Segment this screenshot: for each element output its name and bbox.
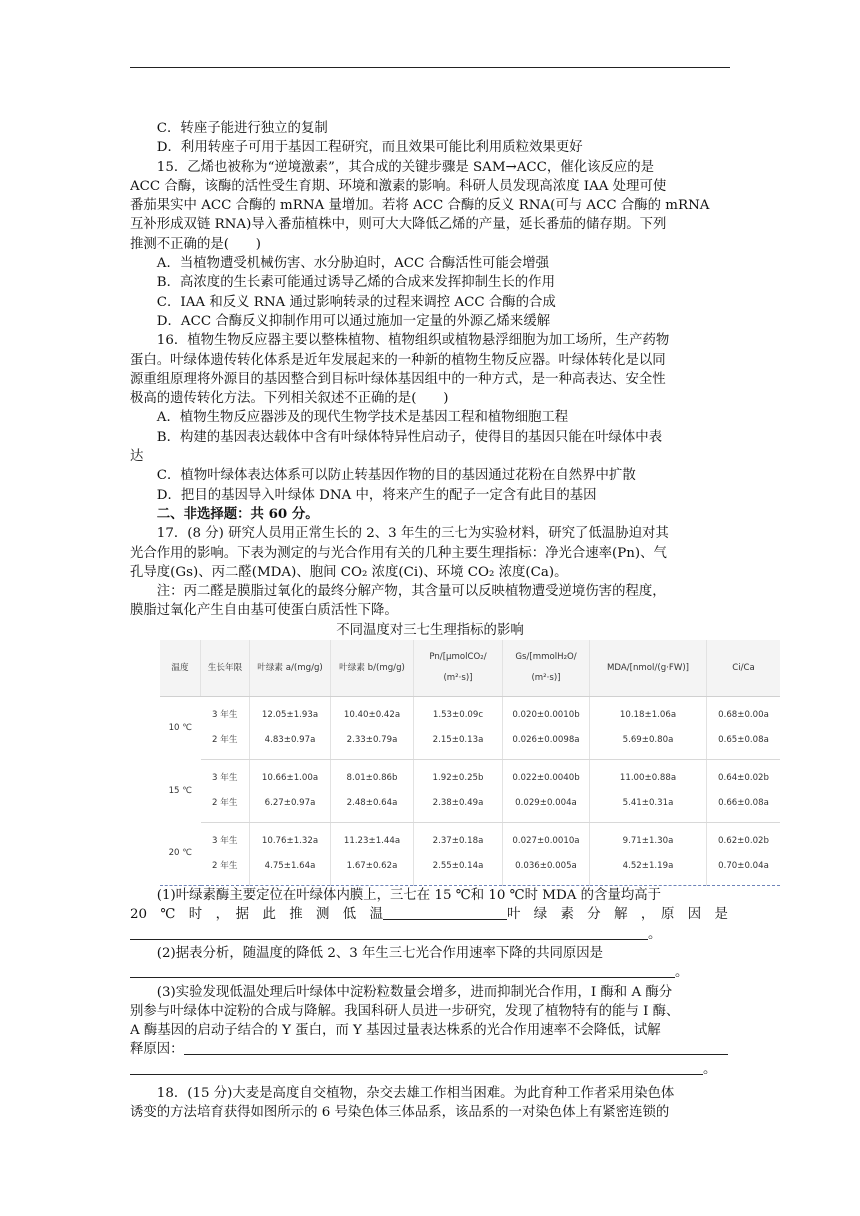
- q17-sub1-line3: [130, 925, 730, 944]
- cell-age: 3 年生: [201, 823, 250, 855]
- cell-pn: 2.38±0.49a: [414, 791, 503, 823]
- cell-pn: 2.55±0.14a: [414, 854, 503, 886]
- q14-option-d: D．利用转座子可用于基因工程研究，而且效果可能比利用质粒效果更好: [156, 140, 583, 156]
- cell-chla: 6.27±0.97a: [250, 791, 331, 823]
- q17-sub1-line: (1)叶绿素酶主要定位在叶绿体内膜上，三七在 15 ℃和 10 ℃时 MDA 的含量均高于: [156, 888, 662, 904]
- q17-stem-line: 孔导度(Gs)、丙二醛(MDA)、胞间 CO₂ 浓度(Ci)、环境 CO₂ 浓度(Ca)。: [130, 564, 568, 580]
- answer-blank[interactable]: [130, 925, 648, 940]
- cell-age: 2 年生: [201, 854, 250, 886]
- cell-age: 3 年生: [201, 697, 250, 729]
- header-mda: MDA/[nmol/(g·FW)]: [590, 640, 707, 697]
- answer-blank[interactable]: [130, 1060, 703, 1075]
- cell-chla: 4.83±0.97a: [250, 728, 331, 760]
- header-chlb: 叶绿素 b/(mg/g): [331, 640, 414, 697]
- cell-cica: 0.70±0.04a: [718, 861, 769, 872]
- q15-option-a: A．当植物遭受机械伤害、水分胁迫时，ACC 合酶活性可能会增强: [156, 256, 550, 272]
- cell-mda: 10.18±1.06a: [590, 697, 707, 729]
- cell-gs: 0.029±0.004a: [503, 791, 590, 823]
- q16-stem-line: 16．植物生物反应器主要以整株植物、植物组织或植物悬浮细胞为加工场所，生产药物: [156, 333, 670, 349]
- cell-chlb: 1.67±0.62a: [331, 854, 414, 886]
- q16-stem-line: 蛋白。叶绿体遗传转化体系是近年发展起来的一种新的植物生物反应器。叶绿体转化是以同: [130, 352, 666, 368]
- q17-note-line: 注：丙二醛是膜脂过氧化的最终分解产物，其含量可以反映植物遭受逆境伤害的程度，: [156, 584, 666, 600]
- header-gs-line2: (m²·s)]: [531, 673, 561, 684]
- cell-mda: 5.69±0.80a: [590, 728, 707, 760]
- cell-chla: 10.66±1.00a: [250, 760, 331, 792]
- page-content: [130, 119, 769, 1123]
- q15-stem-line: 番茄果实中 ACC 合酶的 mRNA 量增加。若将 ACC 合酶的反义 RNA(可与 ACC 合酶的 mRNA: [130, 198, 710, 214]
- cell-pn: 2.37±0.18a: [414, 823, 503, 855]
- cell-cica: 0.68±0.00a: [718, 710, 769, 721]
- answer-blank[interactable]: [383, 905, 507, 920]
- table-row: [160, 728, 780, 760]
- q18-stem-line: 18．(15 分)大麦是高度自交植物，杂交去雄工作相当困难。为此育种工作者采用染色体: [156, 1085, 675, 1101]
- cell-mda: 5.41±0.31a: [590, 791, 707, 823]
- q17-sub3-line: 别参与叶绿体中淀粉的合成与降解。我国科研人员进一步研究，发现了植物特有的能与 I 酶、: [130, 1003, 680, 1019]
- header-pn-line1: Pn/[μmolCO₂/: [429, 652, 487, 663]
- cell-chlb: 8.01±0.86b: [331, 760, 414, 792]
- q15-option-b: B．高浓度的生长素可能通过诱导乙烯的合成来发挥抑制生长的作用: [156, 275, 555, 291]
- cell-mda: 4.52±1.19a: [590, 854, 707, 886]
- q17-sub1-text-b: 叶 绿 素 分 解 ， 原 因 是: [506, 907, 728, 923]
- q16-stem-line: 极高的遗传转化方法。下列相关叙述不正确的是( ): [130, 391, 449, 407]
- table-row: [160, 791, 780, 823]
- cell-mda: 9.71±1.30a: [590, 823, 707, 855]
- answer-blank[interactable]: [130, 963, 675, 978]
- table-row: [160, 854, 780, 886]
- q16-option-b-cont: 达: [130, 449, 144, 465]
- q15-stem-line: 15．乙烯也被称为“逆境激素”，其合成的关键步骤是 SAM→ACC，催化该反应的是: [156, 159, 655, 175]
- q17-sub1-end: 。: [648, 926, 662, 942]
- cell-age: 3 年生: [201, 760, 250, 792]
- header-age: 生长年限: [201, 640, 250, 697]
- cell-pn: 1.92±0.25b: [414, 760, 503, 792]
- header-cica: Ci/Ca: [707, 640, 781, 697]
- q17-stem-line: 17．(8 分) 研究人员用正常生长的 2、3 年生的三七为实验材料，研究了低温胁迫对其: [156, 526, 669, 542]
- q16-stem-line: 源重组原理将外源目的基因整合到目标叶绿体基因组中的一种方式，是一种高表达、安全性: [130, 371, 666, 387]
- q17-stem-line: 光合作用的影响。下表为测定的与光合作用有关的几种主要生理指标：净光合速率(Pn)、气: [130, 545, 667, 561]
- q16-option-b: B．构建的基因表达载体中含有叶绿体特异性启动子，使得目的基因只能在叶绿体中表: [156, 429, 663, 445]
- cell-gs: 0.022±0.0040b: [503, 760, 590, 792]
- q15-option-d: D．ACC 合酶反义抑制作用可以通过施加一定量的外源乙烯来缓解: [156, 313, 551, 329]
- table-caption: 不同温度对三七生理指标的影响: [336, 622, 524, 638]
- section-heading: 二、非选择题：共 60 分。: [156, 505, 319, 522]
- header-pn: [414, 640, 503, 697]
- q15-stem-line: 推测不正确的是( ): [130, 236, 261, 252]
- q16-option-a: A．植物生物反应器涉及的现代生物学技术是基因工程和植物细胞工程: [156, 410, 569, 426]
- table-header-row: [160, 640, 780, 697]
- q17-sub3-line: A 酶基因的启动子结合的 Y 蛋白，而 Y 基因过量表达株系的光合作用速率不会降低，试解: [130, 1023, 661, 1039]
- q17-sub3-line: (3)实验发现低温处理后叶绿体中淀粉粒数量会增多，进而抑制光合作用，I 酶和 A 酶分: [156, 984, 673, 1000]
- q15-stem-line: 互补形成双链 RNA)导入番茄植株中，则可大大降低乙烯的产量，延长番茄的储存期。下列: [130, 217, 667, 233]
- header-rule: [130, 67, 730, 68]
- q18-stem-line: 诱变的方法培育获得如图所示的 6 号染色体三体品系，该品系的一对染色体上有紧密连锁的: [130, 1105, 670, 1121]
- table-row: [160, 697, 780, 729]
- table-row: [160, 823, 780, 855]
- header-gs-line1: Gs/[mmolH₂O/: [515, 652, 577, 663]
- header-pn-line2: (m²·s)]: [443, 673, 473, 684]
- q17-sub2-line: (2)据表分析，随温度的降低 2、3 年生三七光合作用速率下降的共同原因是: [156, 945, 604, 961]
- cell-cica: 0.64±0.02b: [718, 773, 769, 784]
- q17-sub3-prefix: 释原因：: [130, 1042, 184, 1058]
- header-gs: [503, 640, 590, 697]
- cell-age: 2 年生: [201, 791, 250, 823]
- cell-age: 2 年生: [201, 728, 250, 760]
- cell-chlb: 10.40±0.42a: [331, 697, 414, 729]
- cell-chla: 10.76±1.32a: [250, 823, 331, 855]
- q17-sub2-line2: [130, 963, 730, 982]
- q17-sub1-line2: [130, 905, 730, 924]
- cell-cica: 0.62±0.02b: [718, 836, 769, 847]
- q17-sub1-text-a: 20 ℃ 时 ， 据 此 推 测 低 温: [130, 907, 383, 923]
- cell-gs: 0.026±0.0098a: [503, 728, 590, 760]
- header-chla: 叶绿素 a/(mg/g): [250, 640, 331, 697]
- cell-pn: 1.53±0.09c: [414, 697, 503, 729]
- cell-temp: 15 ℃: [168, 785, 192, 796]
- cell-chlb: 11.23±1.44a: [331, 823, 414, 855]
- q14-option-c: C．转座子能进行独立的复制: [156, 121, 328, 136]
- q17-sub2-end: 。: [675, 965, 689, 981]
- table-row: [160, 760, 780, 792]
- cell-cica: 0.65±0.08a: [707, 728, 781, 760]
- q15-stem-line: ACC 合酶，该酶的活性受生育期、环境和激素的影响。科研人员发现高浓度 IAA 处理可使: [130, 178, 667, 194]
- q17-sub3-line4: [130, 1040, 730, 1059]
- data-table: [160, 640, 780, 886]
- cell-gs: 0.036±0.005a: [503, 854, 590, 886]
- q16-option-c: C．植物叶绿体表达体系可以防止转基因作物的目的基因通过花粉在自然界中扩散: [156, 468, 636, 484]
- cell-chlb: 2.33±0.79a: [331, 728, 414, 760]
- q16-option-d: D．把目的基因导入叶绿体 DNA 中，将来产生的配子一定含有此目的基因: [156, 487, 597, 503]
- q17-note-line: 膜脂过氧化产生自由基可使蛋白质活性下降。: [130, 603, 398, 619]
- header-temp: 温度: [160, 640, 201, 697]
- q15-option-c: C．IAA 和反义 RNA 通过影响转录的过程来调控 ACC 合酶的合成: [156, 294, 556, 310]
- answer-blank[interactable]: [184, 1040, 728, 1055]
- cell-temp: 10 ℃: [168, 722, 192, 733]
- cell-temp: 20 ℃: [168, 848, 192, 859]
- q17-sub3-line5: [130, 1060, 730, 1079]
- cell-chla: 12.05±1.93a: [250, 697, 331, 729]
- cell-gs: 0.027±0.0010a: [503, 823, 590, 855]
- cell-pn: 2.15±0.13a: [414, 728, 503, 760]
- cell-chla: 4.75±1.64a: [250, 854, 331, 886]
- cell-gs: 0.020±0.0010b: [503, 697, 590, 729]
- cell-mda: 11.00±0.88a: [590, 760, 707, 792]
- cell-chlb: 2.48±0.64a: [331, 791, 414, 823]
- cell-cica: 0.66±0.08a: [707, 791, 781, 823]
- q17-sub3-end: 。: [703, 1061, 717, 1077]
